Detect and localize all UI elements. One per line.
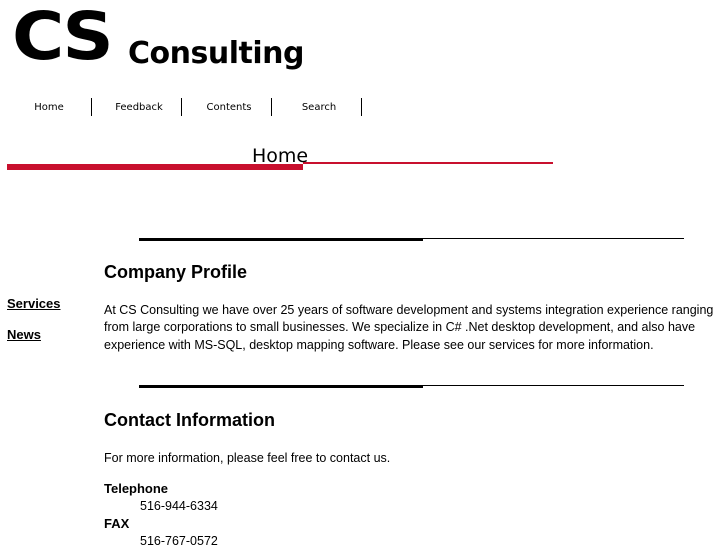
telephone-value: 516-944-6334: [140, 499, 218, 513]
divider-thin: [423, 238, 684, 239]
title-bar-thin: [303, 162, 553, 164]
telephone-label: Telephone: [104, 481, 169, 496]
divider-thin: [423, 385, 684, 386]
fax-value: 516-767-0572: [140, 534, 218, 548]
divider-thick: [139, 385, 423, 388]
nav-home[interactable]: Home: [7, 98, 92, 116]
nav-contents[interactable]: Contents: [187, 98, 272, 116]
page-title: Home: [252, 145, 309, 167]
logo-mark: CS: [12, 0, 111, 75]
section-divider: [139, 385, 684, 388]
nav-feedback[interactable]: Feedback: [97, 98, 182, 116]
contact-intro: For more information, please feel free to contact us.: [104, 451, 391, 465]
profile-text: At CS Consulting we have over 25 years of software development and systems integration experience ranging from large corporations to small businesses. We specialize in C# .Net desktop development, and also have experience with MS-SQL, desktop mapping software. Please see our services for more information.: [104, 303, 714, 352]
nav-search[interactable]: Search: [277, 98, 362, 116]
divider-thick: [139, 238, 423, 241]
logo-wordmark: Consulting: [128, 36, 304, 71]
company-logo: [12, 0, 304, 75]
fax-label: FAX: [104, 516, 130, 531]
contact-heading: Contact Information: [104, 410, 275, 430]
sidebar-link-news[interactable]: News: [7, 327, 41, 342]
profile-heading: Company Profile: [104, 262, 248, 282]
top-nav: [7, 98, 367, 116]
sidebar-link-services[interactable]: Services: [7, 296, 61, 311]
section-divider: [139, 238, 684, 241]
